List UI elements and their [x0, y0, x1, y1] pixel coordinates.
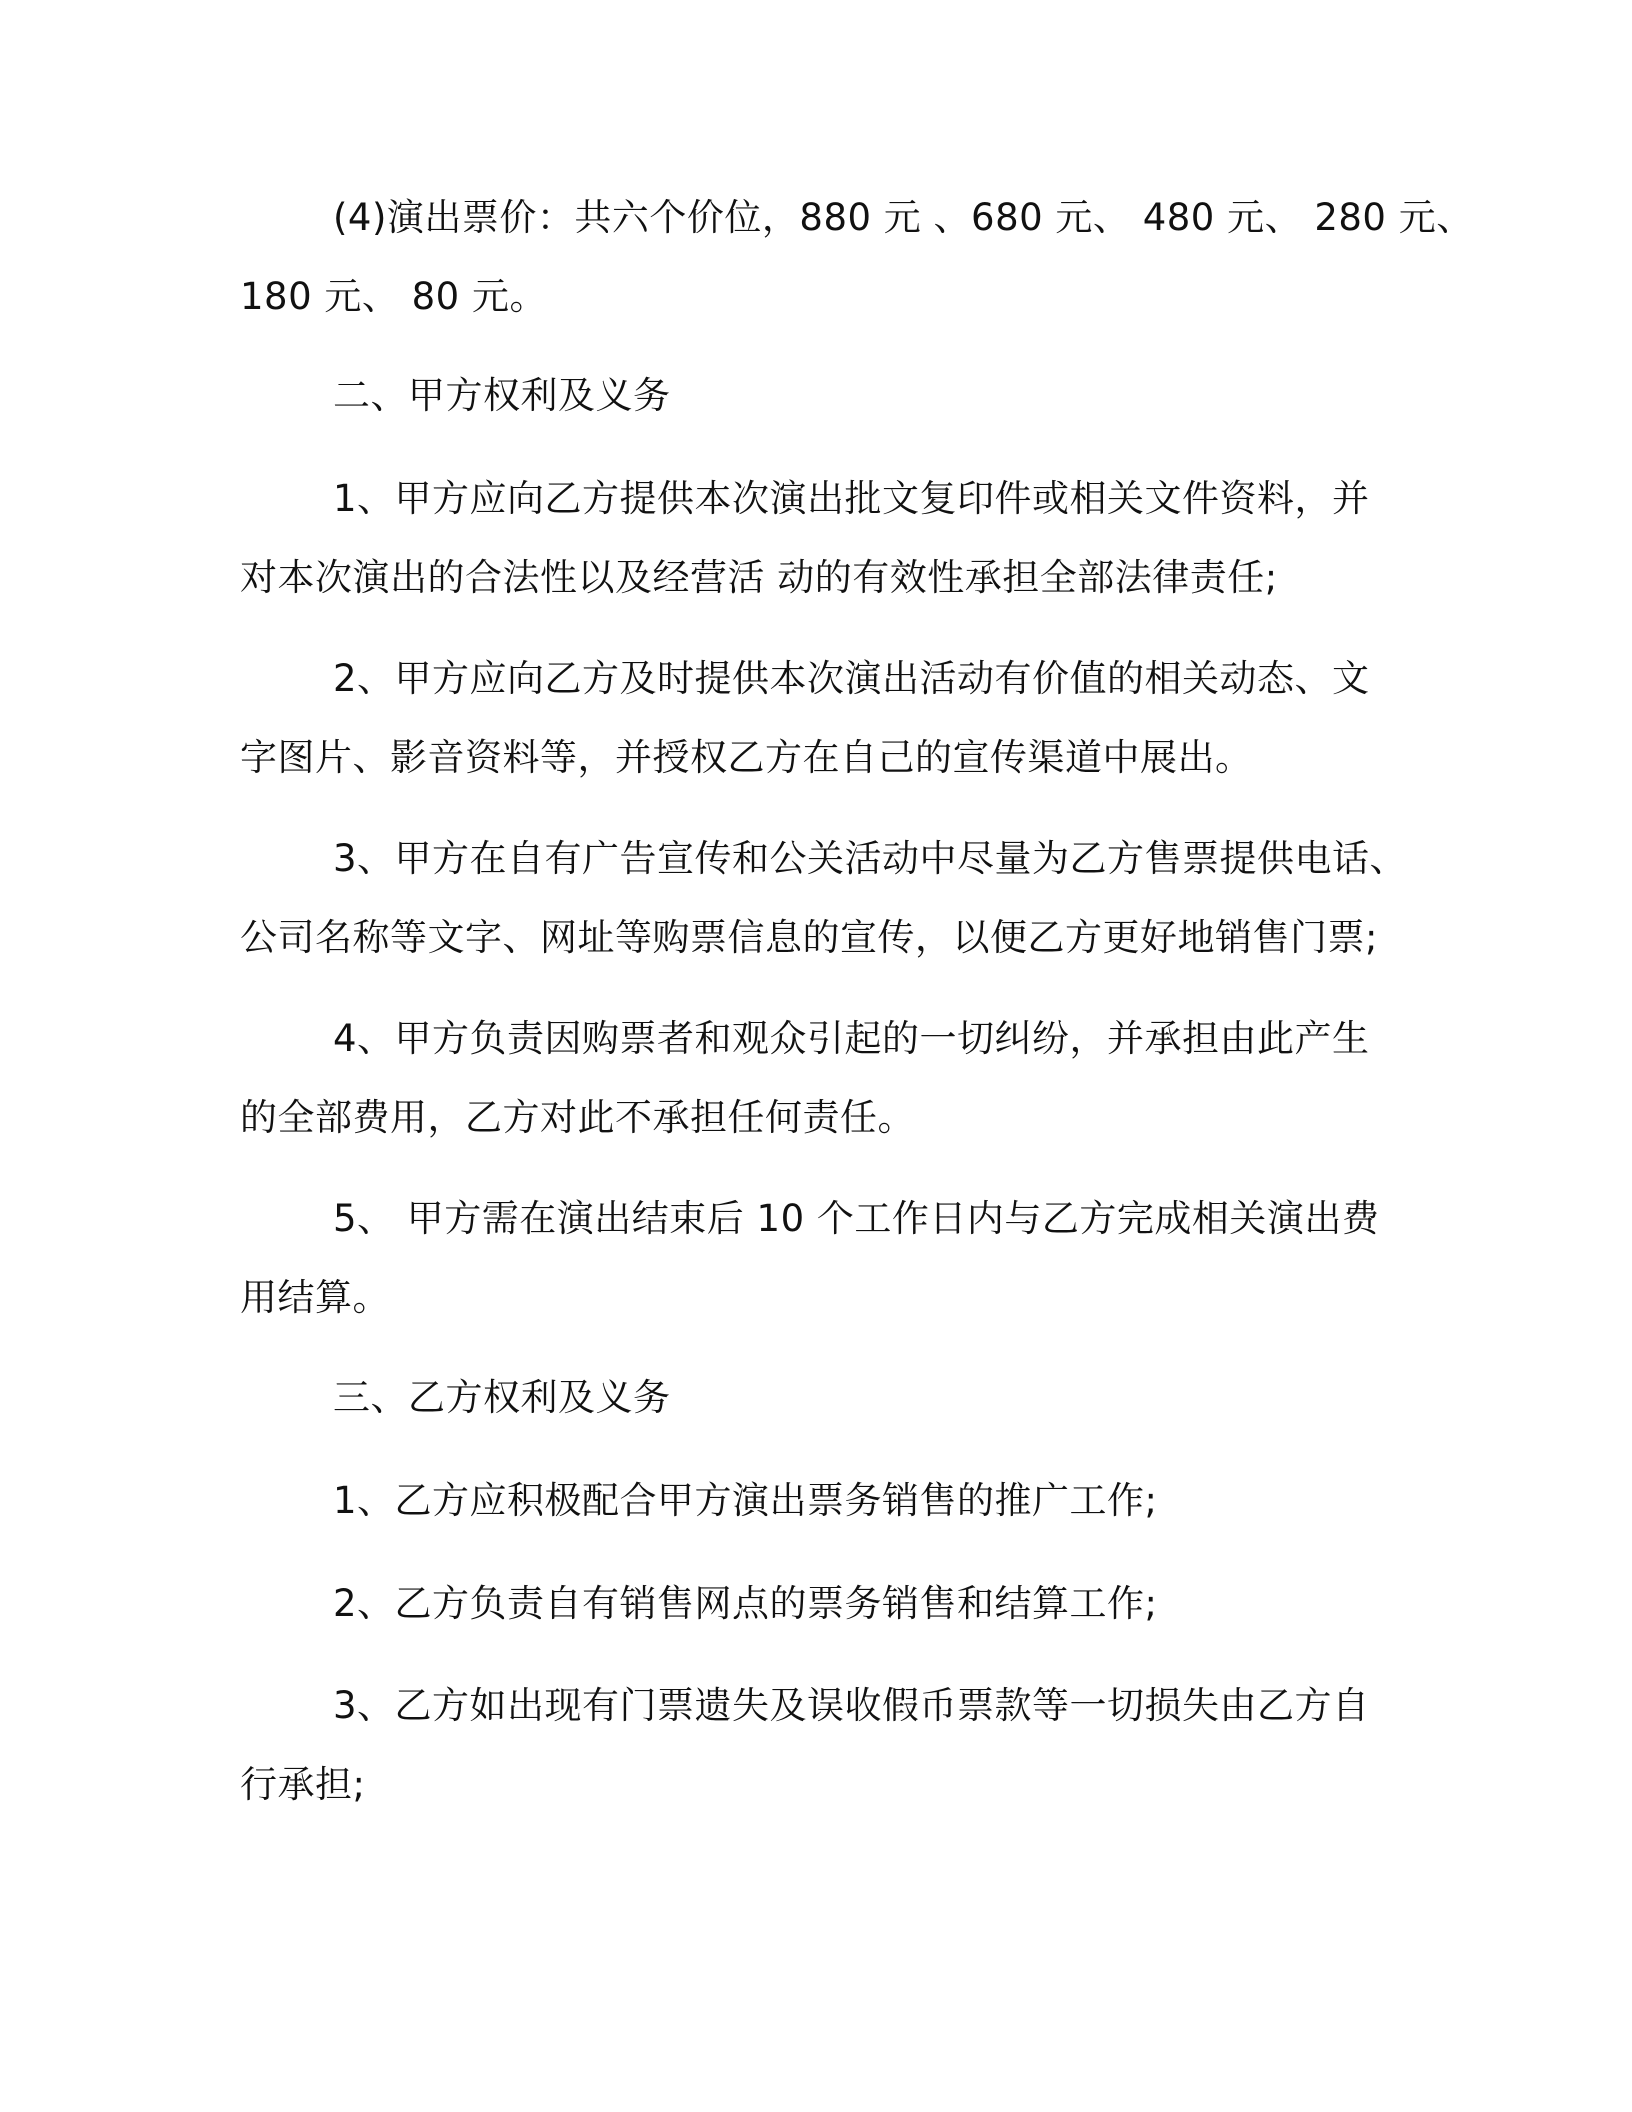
party-a-item-4-line-2: 的全部费用，乙方对此不承担任何责任。	[240, 1096, 915, 1139]
party-a-item-2-line-2: 字图片、影音资料等，并授权乙方在自己的宣传渠道中展出。	[240, 736, 1253, 779]
party-b-item-1: 1、乙方应积极配合甲方演出票务销售的推广工作;	[333, 1479, 1158, 1522]
ticket-price-line-1: (4)演出票价：共六个价位，880 元 、680 元、 480 元、 280 元、	[333, 196, 1474, 239]
party-a-item-3-line-1: 3、甲方在自有广告宣传和公关活动中尽量为乙方售票提供电话、	[333, 837, 1408, 880]
section-3-heading: 三、乙方权利及义务	[333, 1376, 671, 1419]
section-2-heading: 二、甲方权利及义务	[333, 374, 671, 417]
party-a-item-2-line-1: 2、甲方应向乙方及时提供本次演出活动有价值的相关动态、文	[333, 657, 1370, 700]
party-a-item-5-line-2: 用结算。	[240, 1276, 390, 1319]
party-b-item-3-line-1: 3、乙方如出现有门票遗失及误收假币票款等一切损失由乙方自	[333, 1684, 1370, 1727]
party-a-item-4-line-1: 4、甲方负责因购票者和观众引起的一切纠纷，并承担由此产生	[333, 1017, 1370, 1060]
party-b-item-2: 2、乙方负责自有销售网点的票务销售和结算工作;	[333, 1582, 1158, 1625]
party-b-item-3-line-2: 行承担;	[240, 1763, 366, 1806]
party-a-item-3-line-2: 公司名称等文字、网址等购票信息的宣传，以便乙方更好地销售门票;	[240, 916, 1378, 959]
party-a-item-1-line-1: 1、甲方应向乙方提供本次演出批文复印件或相关文件资料，并	[333, 477, 1370, 520]
party-a-item-5-line-1: 5、 甲方需在演出结束后 10 个工作日内与乙方完成相关演出费	[333, 1197, 1380, 1240]
ticket-price-line-2: 180 元、 80 元。	[240, 275, 547, 318]
party-a-item-1-line-2: 对本次演出的合法性以及经营活 动的有效性承担全部法律责任;	[240, 556, 1278, 599]
